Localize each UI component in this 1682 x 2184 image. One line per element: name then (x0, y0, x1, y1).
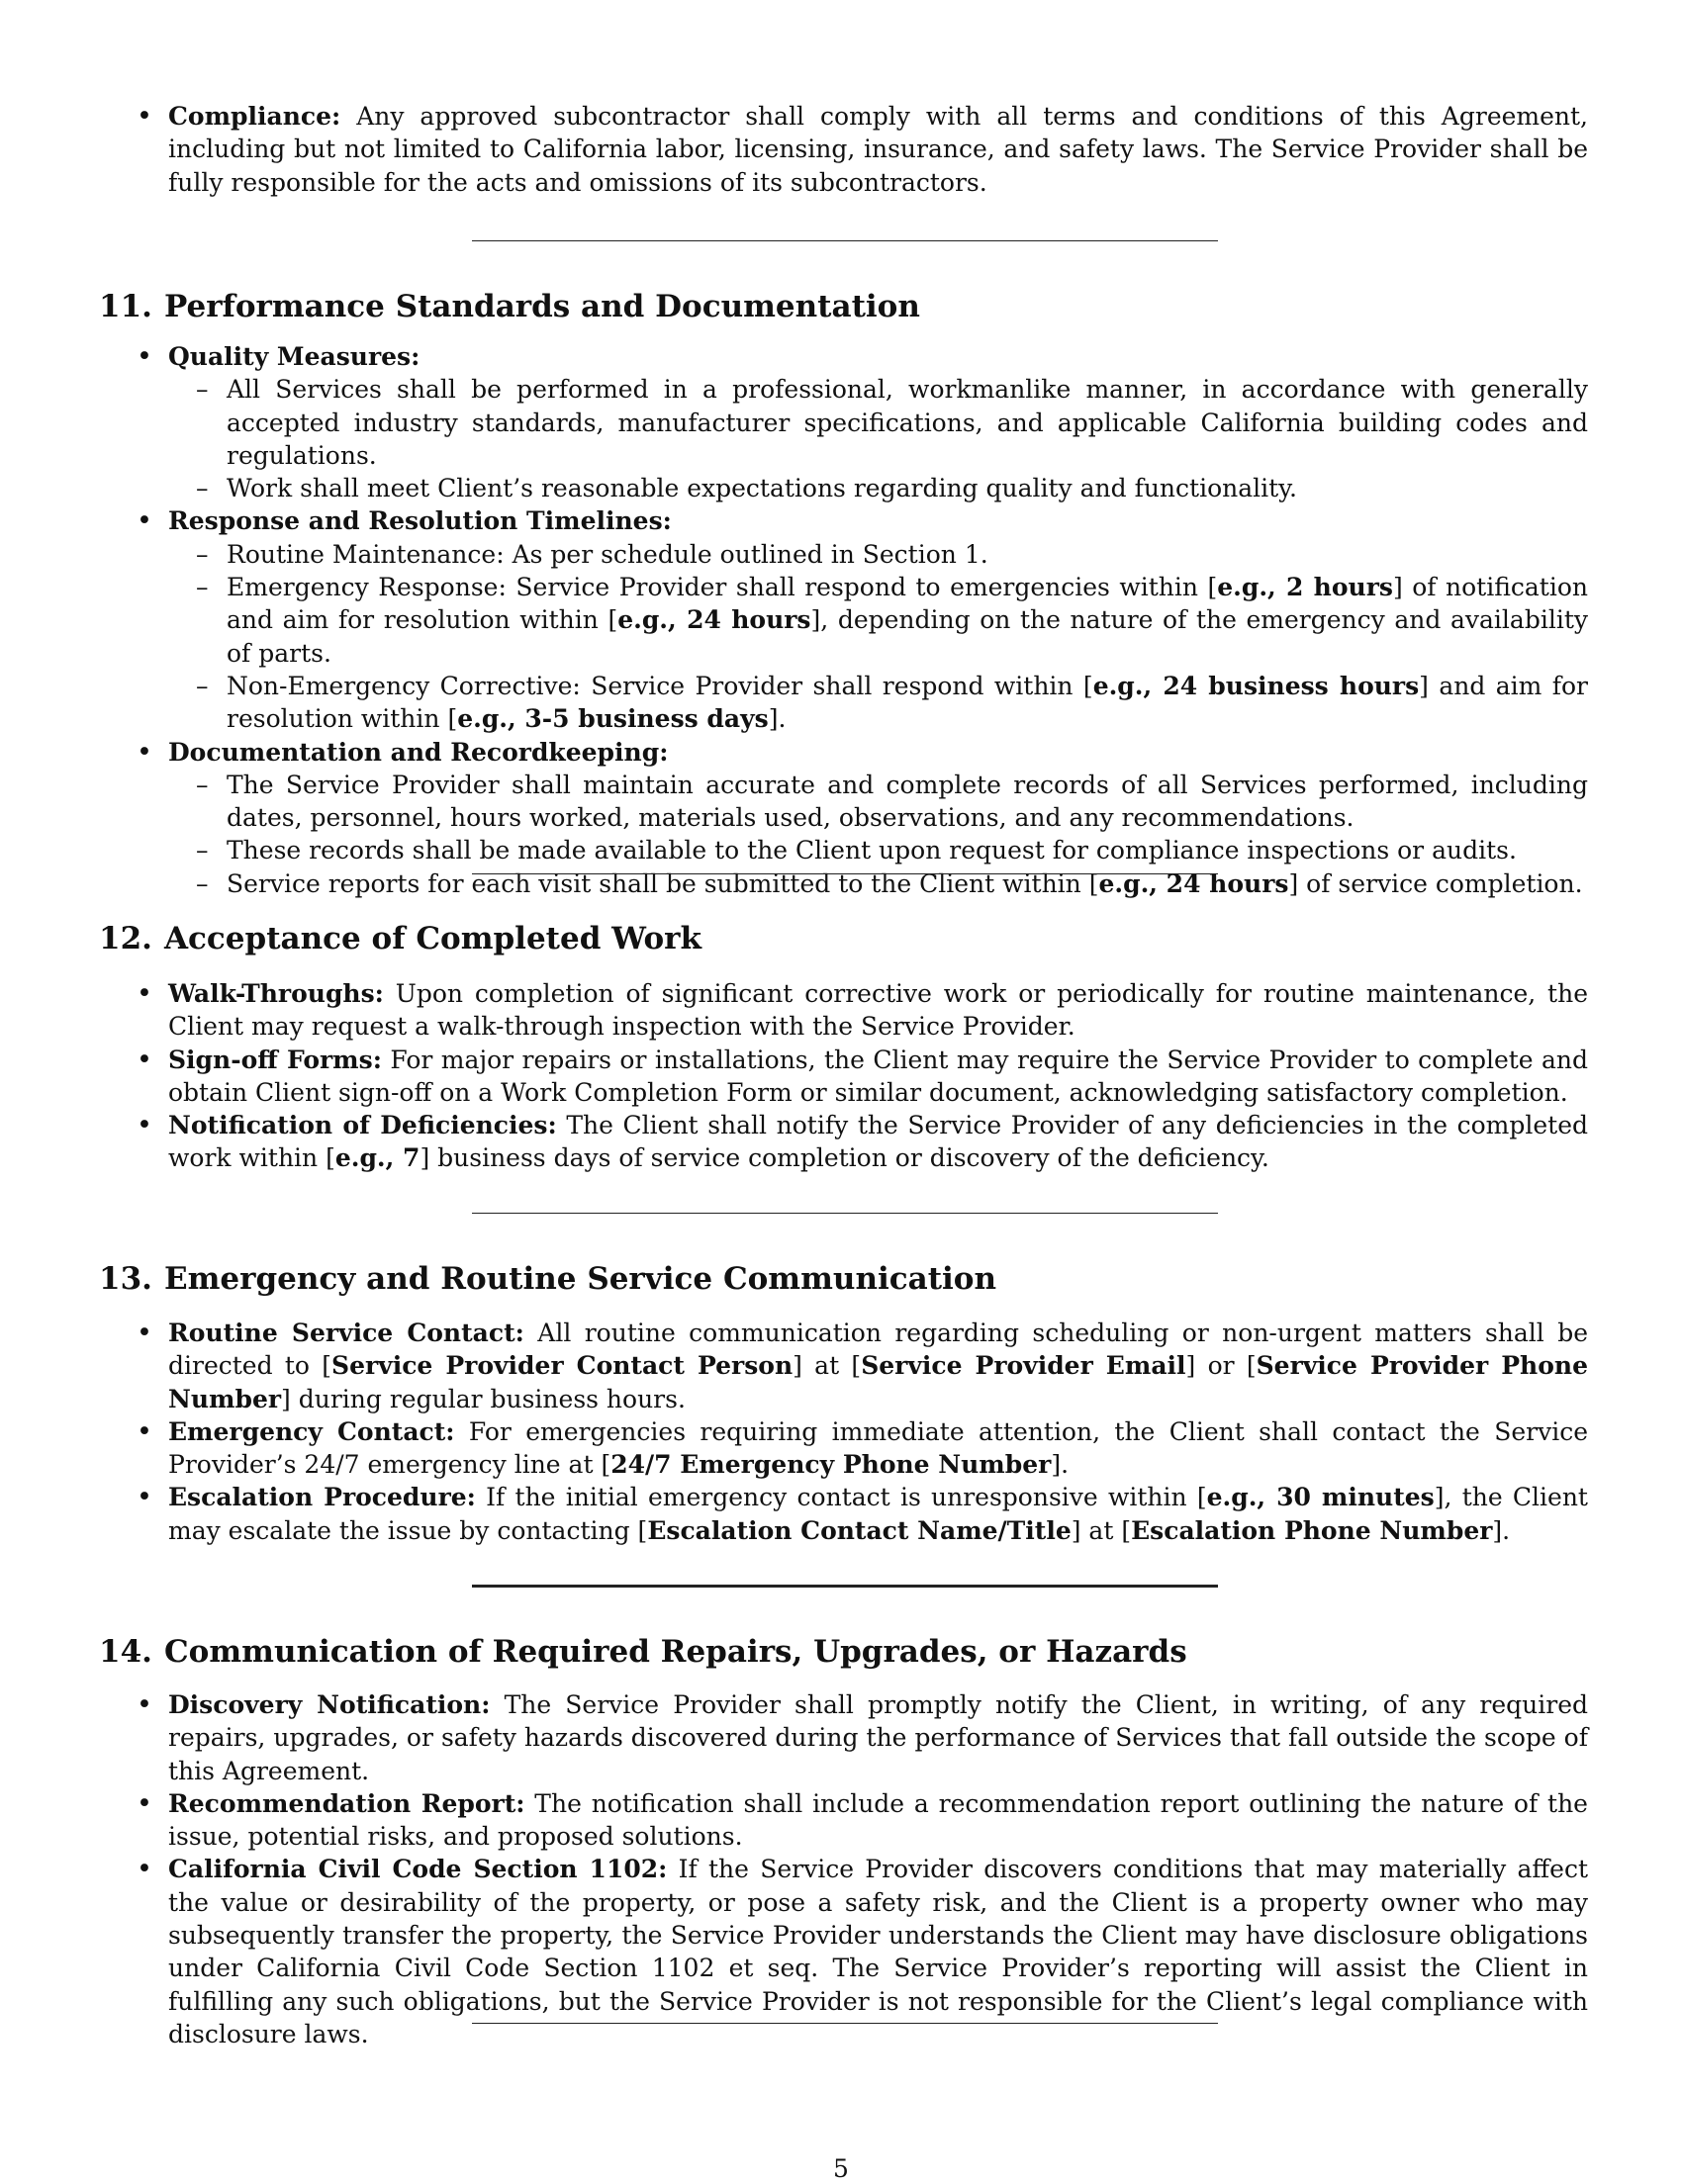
list-item (0, 1787, 1682, 1854)
placeholder-value: e.g., 24 hours (617, 605, 811, 635)
sub-list-item (168, 867, 1588, 900)
text-run: ] at [ (1071, 1515, 1132, 1545)
text-run: ] of notification and aim for resolution within [ (227, 573, 1588, 635)
item-lead: Compliance: (168, 102, 341, 131)
section-heading (99, 1633, 1187, 1671)
placeholder-value: Escalation Phone Number (1131, 1515, 1493, 1545)
section-number: 11. (99, 289, 152, 324)
section-title: Emergency and Routine Service Communication (164, 1261, 997, 1297)
compliance-block (0, 100, 1682, 199)
placeholder-value: e.g., 3-5 business days (457, 704, 769, 734)
section-divider (472, 1213, 1218, 1214)
item-lead: Quality Measures: (168, 342, 420, 371)
text-run: ] or [ (1185, 1351, 1257, 1381)
list-item (0, 1415, 1682, 1482)
placeholder-value: e.g., 24 business hours (1092, 671, 1420, 700)
text-run: All routine communication regarding scheduling or non-urgent matters shall be directed to [ (168, 1319, 1588, 1381)
section-12-body (0, 977, 1682, 1175)
section-divider (472, 240, 1218, 241)
list-item (0, 1688, 1682, 1787)
section-divider (472, 2023, 1218, 2024)
list-item (0, 100, 1682, 199)
section-divider (472, 873, 1218, 874)
item-lead: Notification of Deficiencies: (168, 1111, 557, 1140)
section-number: 14. (99, 1634, 152, 1670)
item-lead: Discovery Notification: (168, 1690, 491, 1719)
text-run: ]. (1051, 1450, 1070, 1480)
list-item (0, 736, 1682, 900)
list-item (0, 504, 1682, 735)
list-item (0, 1853, 1682, 2050)
text-run: The Client shall notify the Service Provider of any deficiencies in the completed work within [ (168, 1111, 1588, 1173)
list-item (0, 977, 1682, 1044)
section-14-body (0, 1688, 1682, 2050)
item-text: Any approved subcontractor shall comply with all terms and conditions of this Agreement, including but not limited to California labor, licensing, insurance, and safety laws. The Service Provider shall be fully responsible for the acts and omissions of its subcontractors. (168, 102, 1588, 197)
text-run: ]. (768, 704, 787, 734)
placeholder-value: Service Provider Phone Number (168, 1351, 1588, 1413)
placeholder-value: Escalation Contact Name/Title (647, 1515, 1072, 1545)
text-run: ] and aim for resolution within [ (227, 671, 1588, 734)
item-lead: Emergency Contact: (168, 1416, 455, 1446)
list-item (0, 340, 1682, 504)
text-run: Non-Emergency Corrective: Service Provider shall respond within [ (227, 671, 1093, 700)
item-lead: Sign-off Forms: (168, 1045, 382, 1074)
placeholder-value: e.g., 2 hours (1217, 573, 1393, 602)
item-text: The Service Provider shall promptly notify the Client, in writing, of any required repairs, upgrades, or safety hazards discovered during the performance of Services that fall outside the scope of this Agreement. (168, 1690, 1588, 1785)
item-lead: California Civil Code Section 1102: (168, 1855, 668, 1884)
list-item (0, 1481, 1682, 1547)
section-heading (99, 1260, 996, 1298)
item-lead: Walk-Throughs: (168, 979, 384, 1008)
list-item (0, 1109, 1682, 1175)
sub-list-item: – The Service Provider shall maintain accurate and complete records of all Services performed, including dates, personnel, hours worked, materials used, observations, and any recommendations. (168, 769, 1588, 835)
sub-list-item: – These records shall be made available to the Client upon request for compliance inspections or audits. (168, 834, 1588, 866)
text-run: ], depending on the nature of the emergency and availability of parts. (227, 605, 1588, 668)
sub-list-item (168, 571, 1588, 670)
item-lead: Response and Resolution Timelines: (168, 506, 672, 536)
placeholder-value: Service Provider Email (861, 1351, 1186, 1381)
text-run: Service reports for each visit shall be submitted to the Client within [ (227, 868, 1099, 898)
text-run: ]. (1492, 1515, 1511, 1545)
placeholder-value: Service Provider Contact Person (331, 1351, 794, 1381)
list-item (0, 1044, 1682, 1110)
section-13-body (0, 1317, 1682, 1547)
item-text: For major repairs or installations, the Client may require the Service Provider to complete and obtain Client sign-off on a Work Completion Form or similar document, acknowledging satisfactory completion. (168, 1045, 1589, 1107)
section-number: 13. (99, 1261, 152, 1297)
section-heading (99, 288, 920, 325)
sub-list-item: – Routine Maintenance: As per schedule outlined in Section 1. (168, 538, 1588, 571)
section-title: Communication of Required Repairs, Upgrades, or Hazards (164, 1634, 1187, 1670)
section-title: Acceptance of Completed Work (164, 921, 701, 956)
item-lead: Escalation Procedure: (168, 1483, 476, 1512)
item-text: Upon completion of significant corrective work or periodically for routine maintenance, the Client may request a walk-through inspection with the Service Provider. (168, 979, 1588, 1042)
placeholder-value: e.g., 7 (334, 1143, 420, 1173)
placeholder-value: e.g., 24 hours (1098, 868, 1289, 898)
sub-list-item (168, 670, 1588, 736)
item-text: If the Service Provider discovers conditions that may materially affect the value or desirability of the property, or pose a safety risk, and the Client is a property owner who may subsequently transfer the property, the Service Provider understands the Client may have disclosure obligations under California Civil Code Section 1102 et seq. The Service Provider’s reporting will assist the Client in fulfilling any such obligations, but the Service Provider is not responsible for the Client’s legal compliance with disclosure laws. (168, 1855, 1588, 2048)
text-run: ] during regular business hours. (281, 1384, 686, 1413)
text-run: Emergency Response: Service Provider shall respond to emergencies within [ (227, 573, 1218, 602)
text-run: ] at [ (793, 1351, 862, 1381)
placeholder-value: 24/7 Emergency Phone Number (610, 1450, 1052, 1480)
list-item (0, 1317, 1682, 1415)
placeholder-value: e.g., 30 minutes (1206, 1483, 1435, 1512)
item-lead: Documentation and Recordkeeping: (168, 737, 669, 767)
text-run: ] of service completion. (1288, 868, 1583, 898)
sub-list-item: – All Services shall be performed in a professional, workmanlike manner, in accordance with generally accepted industry standards, manufacturer specifications, and applicable California building codes and regulations. (168, 373, 1588, 472)
section-title: Performance Standards and Documentation (164, 289, 920, 324)
section-number: 12. (99, 921, 152, 956)
item-lead: Routine Service Contact: (168, 1319, 524, 1347)
section-11-body (0, 340, 1682, 900)
page-number: 5 (833, 2154, 849, 2183)
sub-list-item: – Work shall meet Client’s reasonable expectations regarding quality and functionality. (168, 472, 1588, 504)
text-run: ], the Client may escalate the issue by contacting [ (168, 1483, 1588, 1545)
section-heading (99, 920, 701, 957)
section-divider (472, 1585, 1218, 1588)
item-text: The notification shall include a recommendation report outlining the nature of the issue, potential risks, and proposed solutions. (168, 1788, 1588, 1852)
item-lead: Recommendation Report: (168, 1788, 525, 1818)
text-run: For emergencies requiring immediate attention, the Client shall contact the Service Provider’s 24/7 emergency line at [ (168, 1416, 1588, 1480)
text-run: If the initial emergency contact is unresponsive within [ (475, 1483, 1207, 1512)
text-run: ] business days of service completion or discovery of the deficiency. (420, 1143, 1269, 1173)
